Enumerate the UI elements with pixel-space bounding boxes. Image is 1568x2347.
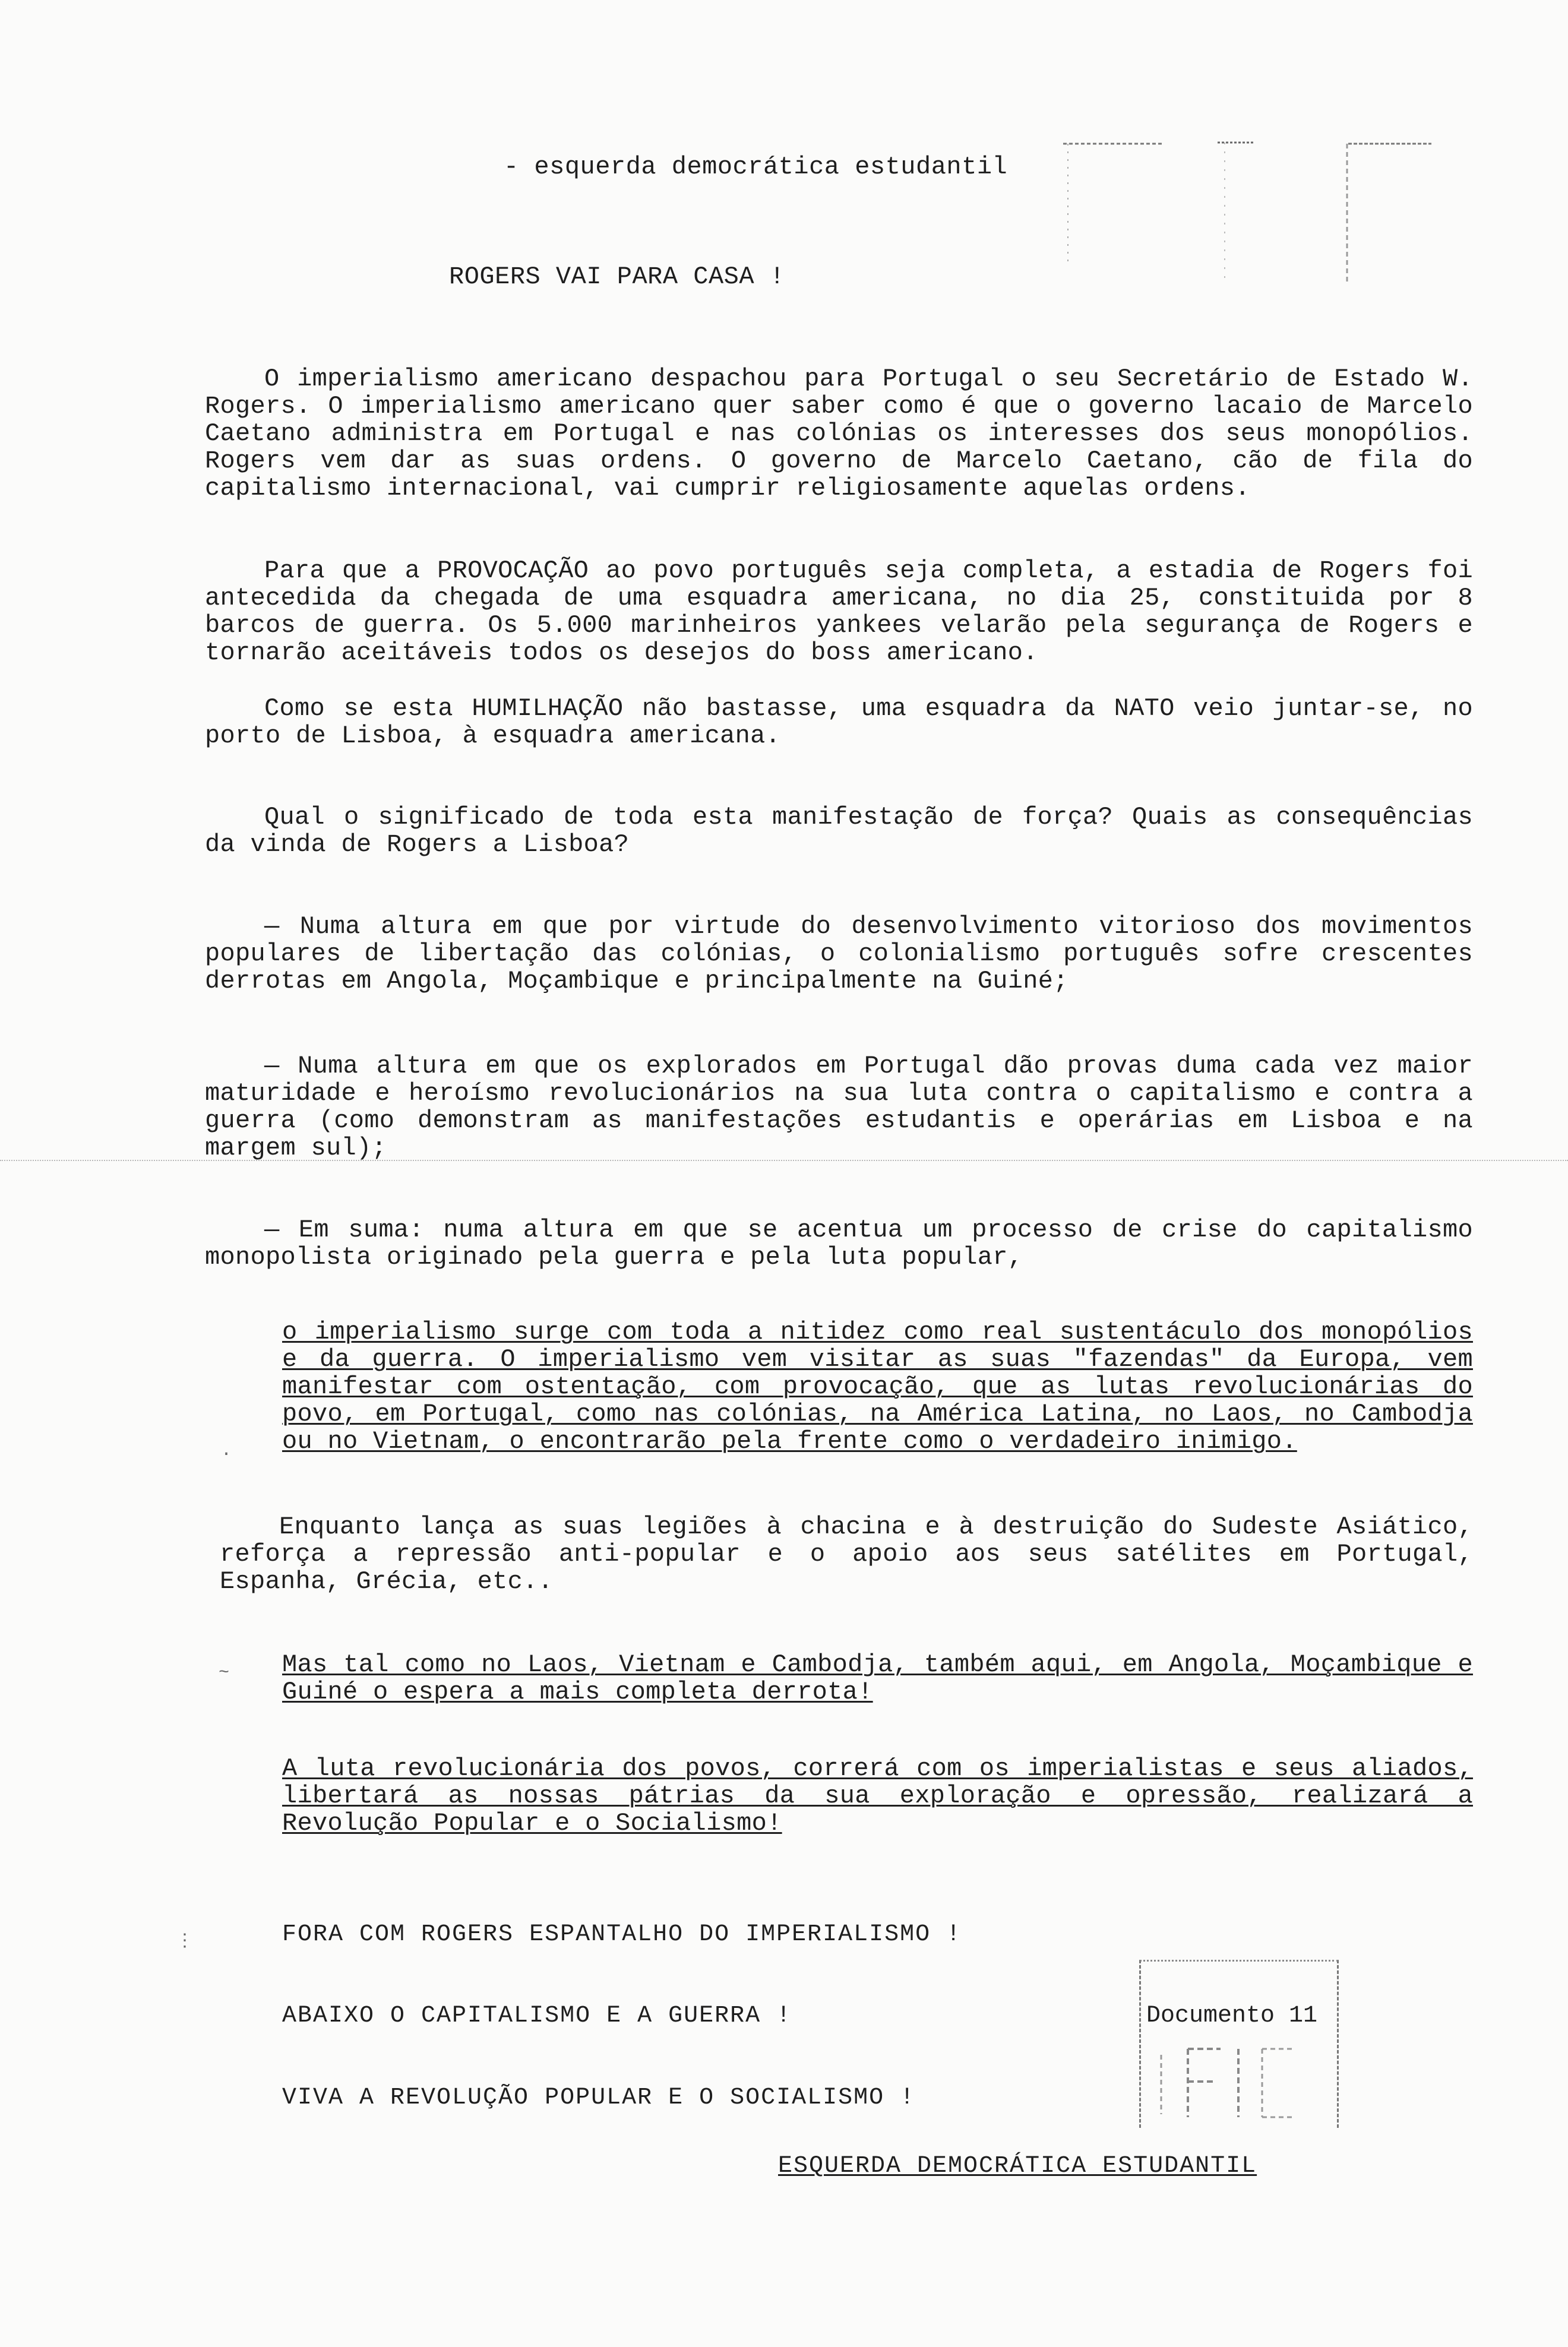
paragraph-2: Para que a PROVOCAÇÃO ao povo português seja completa, a estadia de Rogers foi antecedida da chegada de uma esquadra americana, no dia 25, constituida por 8 barcos de guerra. Os 5.000 marinheiros yankees velarão pela segurança de Rogers e tornarão aceitáveis todos os desejos do boss americano.	[205, 556, 1473, 667]
paragraph-3: Como se esta HUMILHAÇÃO não bastasse, uma esquadra da NATO veio juntar-se, no porto de Lisboa, à esquadra americana.	[205, 694, 1473, 750]
paragraph-4: Qual o significado de toda esta manifestação de força? Quais as consequências da vinda de Rogers a Lisboa?	[205, 803, 1473, 859]
archive-corner-marks	[1063, 137, 1431, 291]
paragraph-9: Enquanto lança as suas legiões à chacina e à destruição do Sudeste Asiático, reforça a repressão anti-popular e o apoio aos seus satélites em Portugal, Espanha, Grécia, etc..	[220, 1513, 1473, 1596]
margin-mark: ~	[219, 1663, 230, 1683]
paragraph-1: O imperialismo americano despachou para Portugal o seu Secretário de Estado W. Rogers. O imperialismo americano quer saber como é que o governo lacaio de Marcelo Caetano administra em Portugal e nas colónias os interesses dos seus monopólios. Rogers vem dar as suas ordens. O governo de Marcelo Caetano, cão de fila do capitalismo internacional, vai cumprir religiosamente aquelas ordens.	[205, 365, 1473, 502]
paragraph-10-underlined: Mas tal como no Laos, Vietnam e Cambodja, também aqui, em Angola, Moçambique e Guiné o espera a mais completa derrota!	[282, 1650, 1473, 1706]
margin-mark: ⋮	[176, 1932, 194, 1952]
archive-stamp-mark	[1155, 2043, 1310, 2120]
paragraph-8-underlined: o imperialismo surge com toda a nitidez como real sustentáculo dos monopólios e da guerra. O imperialismo vem visitar as suas "fazendas" da Europa, vem manifestar com ostentação, com provocação, que as lutas revolucionárias do povo, em Portugal, como nas colónias, na América Latina, no Laos, no Cambodja ou no Vietnam, o encontrarão pela frente como o verdadeiro inimigo.	[282, 1318, 1473, 1456]
header-organization: - esquerda democrática estudantil	[504, 153, 1008, 181]
slogan-3: VIVA A REVOLUÇÃO POPULAR E O SOCIALISMO !	[282, 2085, 916, 2111]
margin-mark: ·	[221, 1444, 232, 1464]
document-title: ROGERS VAI PARA CASA !	[449, 262, 785, 291]
signature: ESQUERDA DEMOCRÁTICA ESTUDANTIL	[778, 2153, 1257, 2180]
paragraph-6: — Numa altura em que os explorados em Portugal dão provas duma cada vez maior maturidade e heroísmo revolucionários na sua luta contra o capitalismo e contra a guerra (como demonstram as manifestações estudantis e operárias em Lisboa e na margem sul);	[205, 1052, 1473, 1162]
paragraph-7: — Em suma: numa altura em que se acentua um processo de crise do capitalismo monopolista originado pela guerra e pela luta popular,	[205, 1216, 1473, 1271]
slogan-2: ABAIXO O CAPITALISMO E A GUERRA !	[282, 2003, 792, 2029]
archive-stamp-label: Documento 11	[1146, 2003, 1318, 2029]
slogan-1: FORA COM ROGERS ESPANTALHO DO IMPERIALISMO !	[282, 1921, 962, 1948]
paragraph-5: — Numa altura em que por virtude do desenvolvimento vitorioso dos movimentos populares de libertação das colónias, o colonialismo português sofre crescentes derrotas em Angola, Moçambique e principalmente na Guiné;	[205, 912, 1473, 995]
paragraph-11-underlined: A luta revolucionária dos povos, correrá com os imperialistas e seus aliados, libertará as nossas pátrias da sua exploração e opressão, realizará a Revolução Popular e o Socialismo!	[282, 1754, 1473, 1837]
